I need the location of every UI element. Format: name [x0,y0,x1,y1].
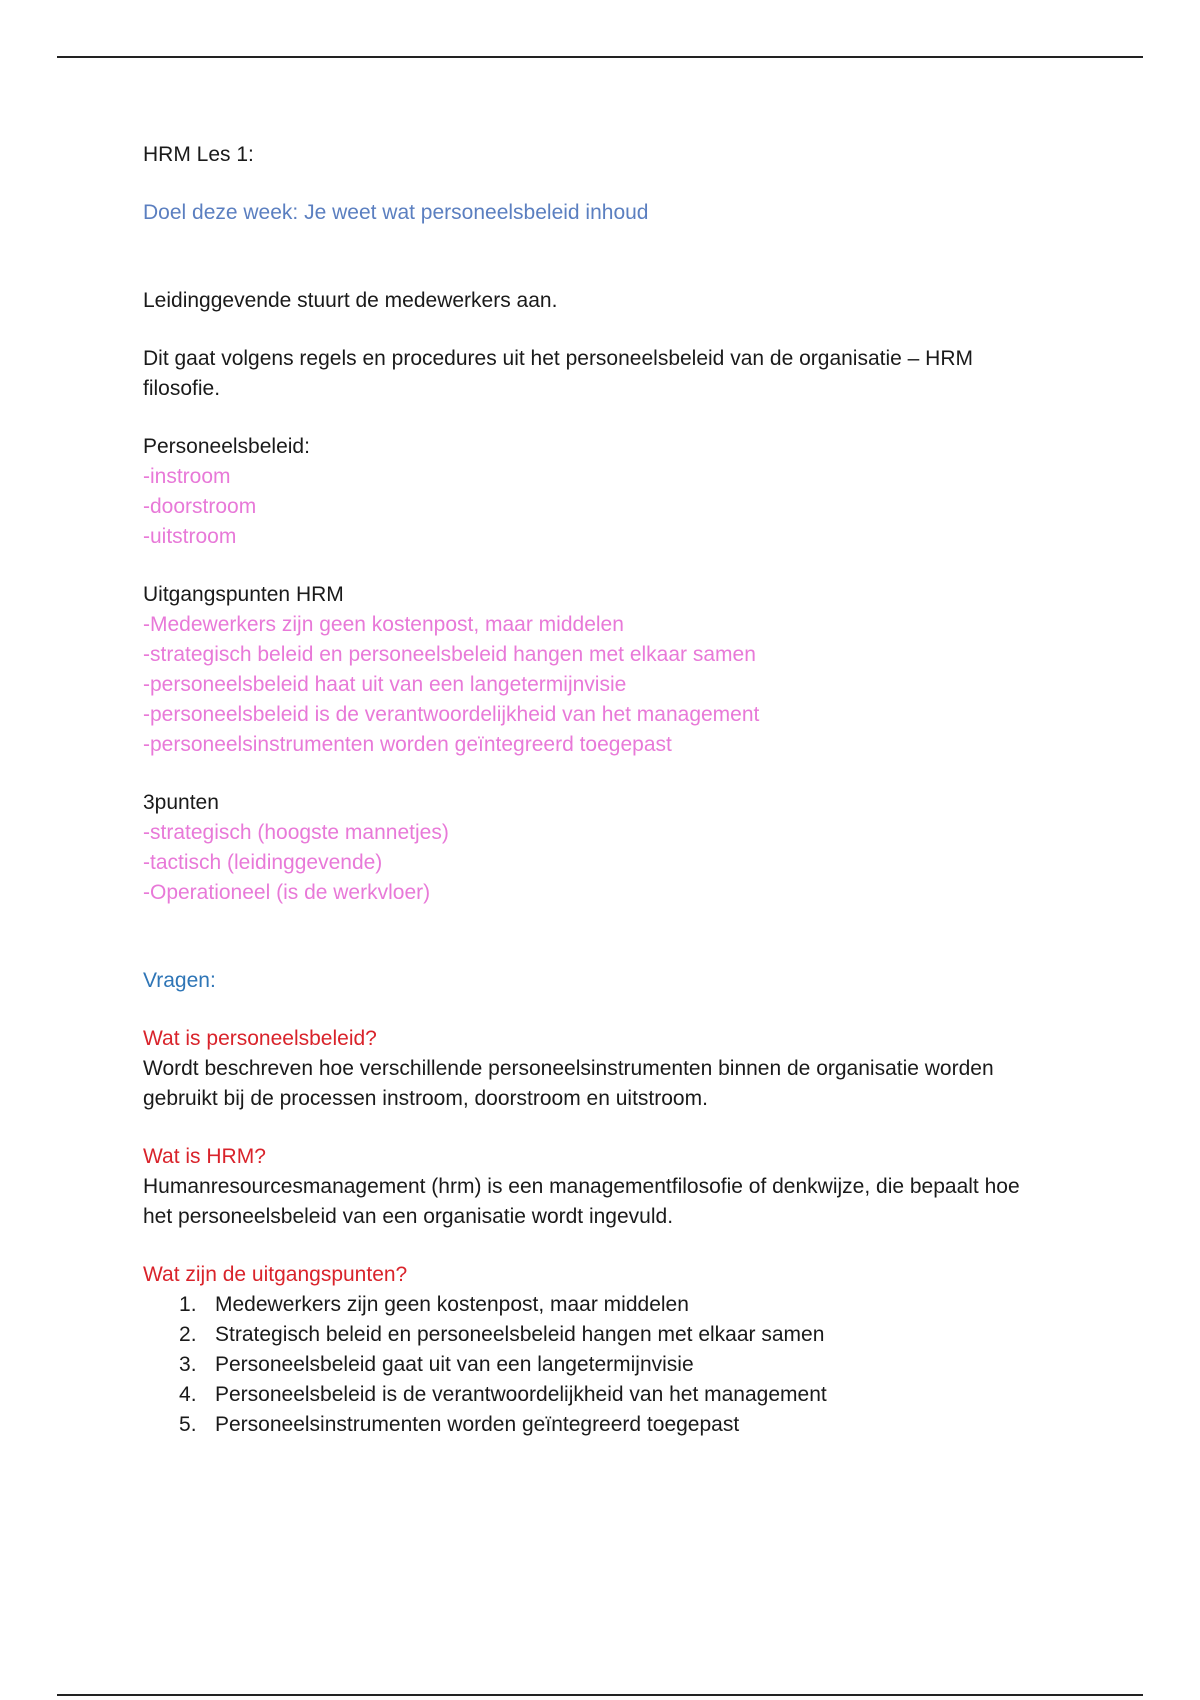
beleid-heading: Personeelsbeleid: [143,435,310,458]
intro-paragraph-2: Dit gaat volgens regels en procedures uit het personeelsbeleid van de organisatie – HRM filosofie. [143,347,973,400]
document-body [143,140,1063,1440]
question-1: Wat is personeelsbeleid? [143,1027,377,1050]
list-item: Personeelsbeleid is de verantwoordelijkheid van het management [215,1383,827,1406]
document-title: HRM Les 1: [143,143,254,166]
intro-paragraph-1: Leidinggevende stuurt de medewerkers aan. [143,289,558,312]
uitgangspunten-item: -strategisch beleid en personeelsbeleid hangen met elkaar samen [143,643,756,666]
uitgangspunten-item: -personeelsbeleid is de verantwoordelijkheid van het management [143,703,760,726]
beleid-item: -uitstroom [143,525,237,548]
week-goal: Doel deze week: Je weet wat personeelsbeleid inhoud [143,201,649,224]
vragen-heading: Vragen: [143,969,216,992]
list-item: Personeelsinstrumenten worden geïntegreerd toegepast [215,1413,740,1436]
drie-punten-heading: 3punten [143,791,219,814]
bottom-rule [57,1694,1143,1696]
beleid-item: -doorstroom [143,495,257,518]
answer-2: Humanresourcesmanagement (hrm) is een managementfilosofie of denkwijze, die bepaalt hoe het personeelsbeleid van een organisatie wordt ingevuld. [143,1175,1020,1228]
uitgangspunten-item: -personeelsinstrumenten worden geïntegreerd toegepast [143,733,672,756]
uitgangspunten-item: -personeelsbeleid haat uit van een langetermijnvisie [143,673,627,696]
answer-1: Wordt beschreven hoe verschillende personeelsinstrumenten binnen de organisatie worden gebruikt bij de processen instroom, doorstroom en uitstroom. [143,1057,994,1110]
beleid-item: -instroom [143,465,231,488]
question-2: Wat is HRM? [143,1145,266,1168]
list-item: Strategisch beleid en personeelsbeleid hangen met elkaar samen [215,1323,825,1346]
list-item: Medewerkers zijn geen kostenpost, maar middelen [215,1293,689,1316]
uitgangspunten-item: -Medewerkers zijn geen kostenpost, maar middelen [143,613,624,636]
uitgangspunten-heading: Uitgangspunten HRM [143,583,344,606]
top-rule [57,56,1143,58]
list-item: Personeelsbeleid gaat uit van een langetermijnvisie [215,1353,694,1376]
drie-punten-item: -tactisch (leidinggevende) [143,851,383,874]
uitgangspunten-list [143,1290,1063,1440]
question-3: Wat zijn de uitgangspunten? [143,1263,408,1286]
drie-punten-item: -strategisch (hoogste mannetjes) [143,821,449,844]
drie-punten-item: -Operationeel (is de werkvloer) [143,881,431,904]
